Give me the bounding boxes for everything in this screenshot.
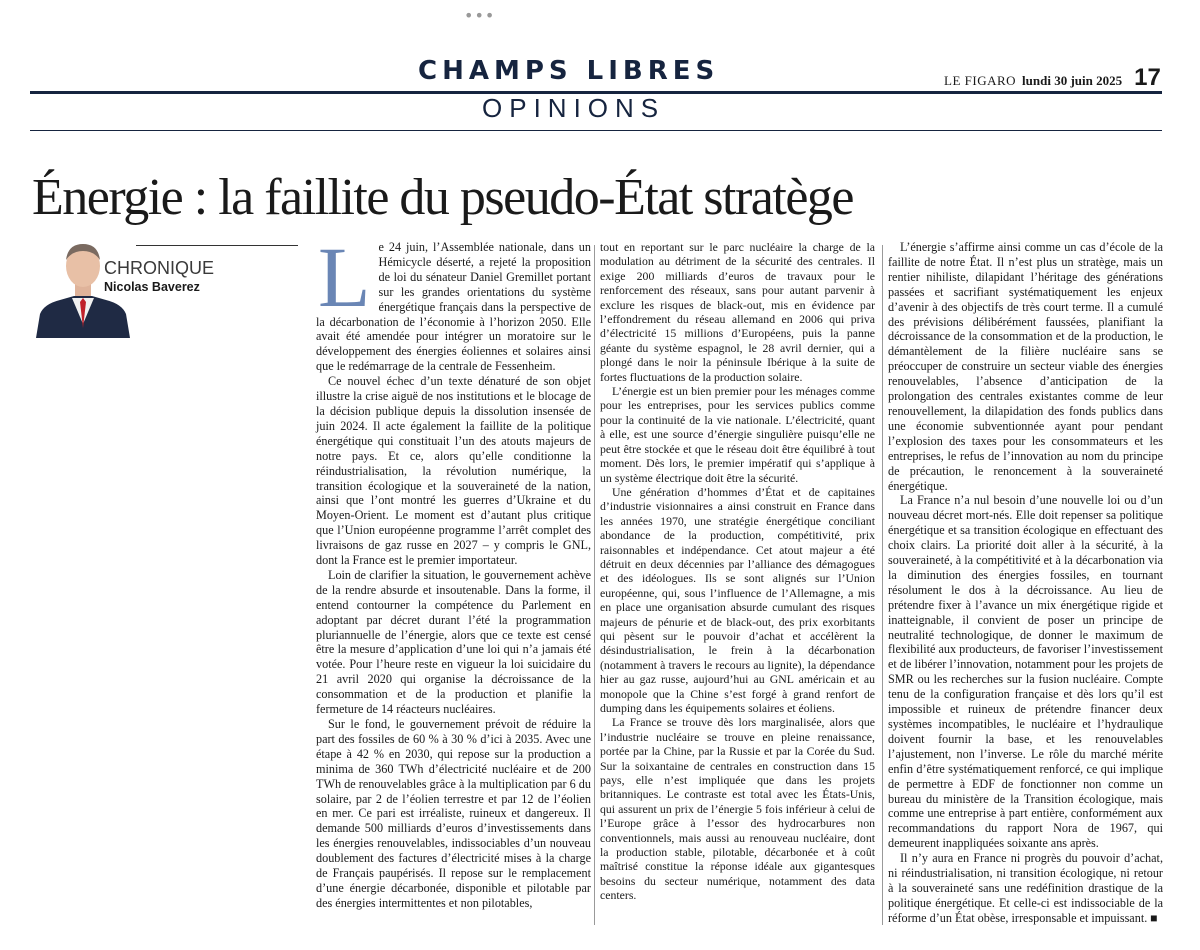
page-number: 17 xyxy=(1134,64,1161,91)
subheader-rule xyxy=(30,130,1162,131)
paragraph xyxy=(316,229,591,374)
paragraph: La France n’a nul besoin d’une nouvelle loi ou d’un nouveau décret mort-nés. Elle doit repenser sa politique énergétique et sa transition écologique en effectuant des choix clairs. La priorité doit aller à la sécurité, à la souveraineté, à la compétitivité et à la décarbonation via la diminution des énergies fossiles, en tournant résolument le dos à la décroissance. Au lieu de prétendre fixer à l’avance un mix énergétique rigide et inatteignable, il convient de poser un principe de neutralité technologique, de donner le maximum de flexibilité aux producteurs, de favoriser l’investissement et de libérer l’innovation, notamment pour les projets de SMR ou les recherches sur la fusion nucléaire. Compte tenu de la configuration française et dès lors qu’il est impossible et ruineux de prétendre financer deux systèmes incompatibles, le nucléaire et l’hydraulique doivent fournir la base, et les renouvelables l’ajustement, non l’inverse. Le rôle du marché mérite enfin d’être systématiquement renforcé, ce qui implique de permettre à EDF de fonctionner non comme un bureau du ministère de la Transition écologique, mais comme une entreprise à part entière, conformément aux recommandations du rapport Nora de 1967, qui demeurent inappliquées soixante ans après. xyxy=(888,493,1163,851)
article-column-2 xyxy=(600,240,875,903)
paragraph: L’énergie s’affirme ainsi comme un cas d’école de la faillite de notre État. Il n’est plus un stratège, mais un rentier nihiliste, dilapidant l’héritage des générations passées et sacrifiant systématiquement les enjeux d’avenir à des objectifs de très court terme. Il a cumulé des prévisions délibérément faussées, planifiant la décroissance de la consommation et de la production, le démantèlement de la filière nucléaire sans se préoccuper de construire un secteur viable des énergies renouvelables, l’absence d’anticipation de la prolongation des centrales existantes comme de leur renouvellement, la dilapidation des fonds publics dans une économie subventionnée ayant pour pendant l’explosion des taxes pour les consommateurs et les entreprises, le refus de l’innovation au nom du principe de précaution, le renoncement à la souveraineté énergétique. xyxy=(888,240,1163,493)
newspaper-name: LE FIGARO xyxy=(944,73,1017,88)
paragraph-text: e 24 juin, l’Assemblée nationale, dans un Hémicycle déserté, a rejeté la proposition de loi du sénateur Daniel Gremillet portant sur les grandes orientations du système énergétique français dans la perspective de la décarbonation de l’économie à l’horizon 2050. Elle avait été amendée pour intégrer un moratoire sur le développement des énergies éoliennes et solaires ainsi que le redémarrage de la centrale de Fessenheim. xyxy=(316,240,591,374)
drop-cap: L xyxy=(318,229,371,325)
author-name: Nicolas Baverez xyxy=(104,280,200,294)
paragraph: Il n’y aura en France ni progrès du pouvoir d’achat, ni réindustrialisation, ni transition écologique, ni retour à la souveraineté sans une redéfinition drastique de la politique énergétique. Et celle-ci est indissociable de la réforme d’un État obèse, irresponsable et impuissant. ■ xyxy=(888,851,1163,925)
paragraph: La France se trouve dès lors marginalisée, alors que l’industrie nucléaire se trouve en pleine renaissance, portée par la Chine, par la Russie et par la Corée du Sud. Sur la soixantaine de centrales en construction dans 15 pays, elle n’est impliquée que dans les projets britanniques. Le contraste est total avec les États-Unis, qui assurent un prix de l’énergie 5 fois inférieur à celui de l’Europe grâce à l’essor des hydrocarbures non conventionnels, mais aussi au renouveau nucléaire, dont la production stable, pilotable, décarbonée et à coût maîtrisé constitue la réponse idéale aux gigantesques besoins du secteur numérique, notamment des data centers. xyxy=(600,715,875,903)
publication-date: lundi 30 juin 2025 xyxy=(1022,73,1123,88)
subsection-title: OPINIONS xyxy=(482,93,666,123)
paragraph: tout en reportant sur le parc nucléaire la charge de la modulation au détriment de la sécurité des centrales. Il exige 200 milliards d’euros de travaux pour le renforcement des réseaux, sans pour autant parvenir à exclure les risques de black-out, mis en évidence par l’effondrement du réseau allemand en 2006 qui priva d’électricité 15 millions d’Européens, puis la panne géante du système espagnol, le 28 avril dernier, qui a plongé dans le noir la péninsule Ibérique à la suite de fortes fluctuations de la production solaire. xyxy=(600,240,875,384)
byline-label: CHRONIQUE xyxy=(104,258,215,278)
paragraph: Une génération d’hommes d’État et de capitaines d’industrie visionnaires a ainsi construit en France dans les années 1970, une stratégie énergétique conciliant abondance de la production, compétitivité, prix raisonnables et indépendance. Cet atout majeur a été détruit en deux décennies par l’alliance des démagogues et des idéologues. Ils se sont alignés sur l’Union européenne, qui, sous l’influence de l’Allemagne, a mis en place une organisation absurde cumulant des risques majeurs de pénurie et de black-out, des prix exorbitants qui pèsent sur le pouvoir d’achat et accélèrent la désindustrialisation, le frein à la décarbonation (notamment à travers le recours au lignite), la dépendance hier au gaz russe, aujourd’hui au GNL américain et au monopole que la Chine s’est forgé à grand renfort de dumping dans les équipements solaires et éoliens. xyxy=(600,484,875,715)
article-column-3 xyxy=(888,240,1163,926)
column-divider xyxy=(594,245,595,925)
paragraph: Loin de clarifier la situation, le gouvernement achève de la rendre absurde et insoutenable. Dans la forme, il entend contourner la compétence du Parlement en adoptant par décret durant l’été la programmation pluriannuelle de l’énergie, alors que ce texte est censé être la mesure d’application d’une loi qui n’a jamais été votée. Pour l’heure reste en vigueur la loi suicidaire du 21 avril 2020 qui organise la décroissance de la consommation et de la production et planifie la fermeture de 14 réacteurs nucléaires. xyxy=(316,567,591,717)
article-column-1 xyxy=(316,229,591,911)
paragraph: Ce nouvel échec d’un texte dénaturé de son objet illustre la crise aiguë de nos institutions et le blocage de la décision publique depuis la dissolution insensée de juin 2024. Il acte également la faillite de la politique énergétique qui constituait l’un des atouts majeurs de notre pays. Et ce, alors qu’elle conditionne la réindustrialisation, la révolution numérique, la transition écologique et la souveraineté de la nation, ainsi que l’ont montré les guerres d’Ukraine et du Moyen-Orient. Le moment est d’autant plus critique que l’Union européenne programme l’arrêt complet des livraisons de gaz russe en 2027 – y compris le GNL, dont la France est le premier importateur. xyxy=(316,374,591,568)
masthead xyxy=(944,64,1161,92)
column-divider xyxy=(882,245,883,925)
more-options-icon[interactable]: ••• xyxy=(464,6,496,25)
section-title: CHAMPS LIBRES xyxy=(418,56,720,86)
paragraph: Sur le fond, le gouvernement prévoit de réduire la part des fossiles de 60 % à 30 % d’ici à 2035. Avec une étape à 42 % en 2030, qui repose sur la production a minima de 360 TWh d’électricité nucléaire et de 200 TWh de renouvelables grâce à la multiplication par 6 du solaire, par 2 de l’éolien terrestre et par 12 de l’éolien en mer. Ce pari est irréaliste, ruineux et dangereux. Il demande 500 milliards d’euros d’investissements dans les énergies renouvelables, indissociables d’un nouveau doublement des factures d’électricité mises à la charge de Français paupérisés. Il repose sur le remplacement d’une énergie décarbonée, disponible et pilotable par des énergies intermittentes et non pilotables, xyxy=(316,717,591,910)
paragraph: L’énergie est un bien premier pour les ménages comme pour les entreprises, pour les services publics comme pour la continuité de la vie nationale. L’électricité, quant à elle, est une source d’énergie singulière puisqu’elle ne peut être stockée et que le réseau doit être équilibré à tout moment. Dès lors, le premier impératif qui s’applique à un système électrique doit être la sécurité. xyxy=(600,384,875,485)
headline: Énergie : la faillite du pseudo-État stratège xyxy=(32,169,853,226)
